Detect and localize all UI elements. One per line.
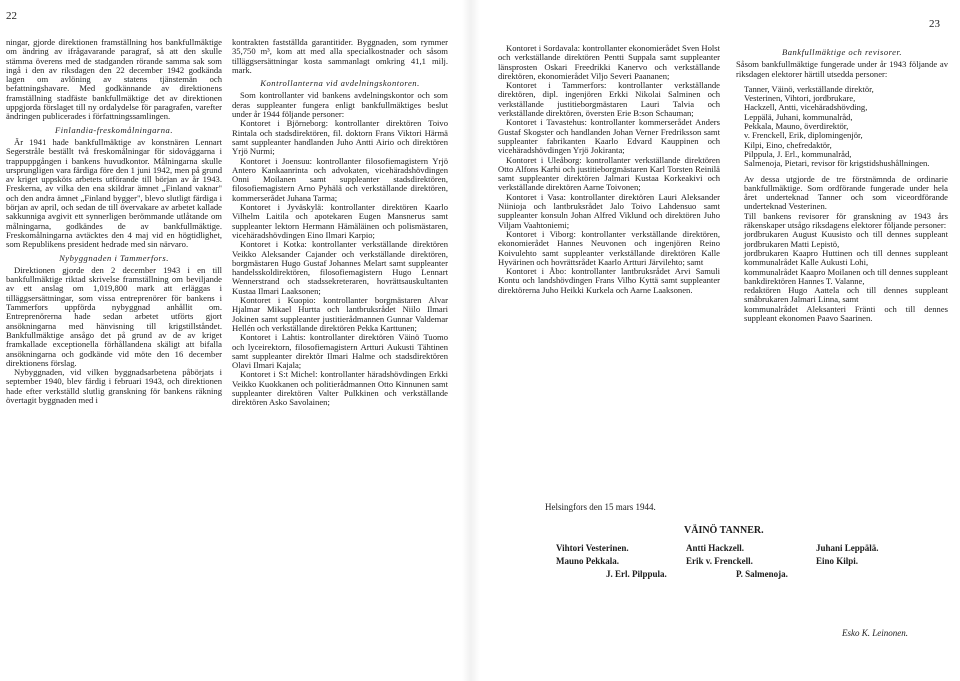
signature: Erik v. Frenckell.: [686, 556, 753, 566]
signature: Vihtori Vesterinen.: [556, 543, 629, 553]
paragraph: Kontoret i Kuopio: kontrollanter borgmästaren Alvar Hjalmar Mikael Hurtta och lantbruksrådet Niilo Ilmari Jokinen samt suppleanter justitierådmannen Gunnar Valdemar Hellén och verkställande direktören Pekka Karttunen;: [232, 295, 448, 333]
list-item: Pekkala, Mauno, överdirektör,: [744, 121, 849, 132]
paragraph: ningar, gjorde direktionen framställning hos bankfullmäktige om ändring av ifrågavarande paragraf, så att den skulle stämma överens med de stadganden rörande samma sak som ingå i den av riksdagen den 22 december 1942 godkända lagen om avlöning av statens tjänstemän och befattningshavare. Med godkännande av direktionens framställning stadfäste bankfullmäktige det av direktionen uppgjorda förslaget till ny ordalydelse för paragrafen, varefter ändringen publicerades i författningssamlingen.: [6, 38, 222, 122]
list-item: Hackzell, Antti, vicehäradshövding,: [744, 102, 868, 113]
list-item: kommunalrådet Kaapro Moilanen och till dennes suppleant bankdirektören Hannes T. Valanne,: [744, 266, 948, 286]
paragraph: Som kontrollanter vid bankens avdelningskontor och som deras suppleanter fungera enligt bankfullmäktiges beslut under år 1944 följande personer:: [232, 90, 448, 120]
list-item: redaktören Hugo Aattela och till dennes suppleant småbrukaren Jalmari Linna, samt: [744, 285, 948, 305]
list-item: jordbrukaren August Kuusisto och till dennes suppleant jordbrukaren Matti Lepistö,: [744, 229, 948, 249]
paragraph: Kontoret i Björneborg: kontrollanter direktören Toivo Rintala och stadsdirektören, fil. doktorn Frans Viktori Härmä samt suppleanter handlanden Juho Antti Airio och direktören Yrjö Nurmi;: [232, 118, 448, 157]
list-item: v. Frenckell, Erik, diplomingenjör,: [744, 130, 863, 141]
list-item: Leppälä, Juhani, kommunalråd,: [744, 111, 853, 122]
page-number-right: 23: [929, 18, 940, 30]
paragraph: Kontoret i Tavastehus: kontrollanter kommerserådet Anders Gustaf Skogster och handlanden Johan Verner Fredriksson samt suppleanter fabrikanten Kaarlo Edvard Kauppinen och vicehäradshövdingen Yrjö Jokiranta;: [498, 117, 720, 156]
paragraph: Kontoret i Vasa: kontrollanter direktören Lauri Aleksander Niinioja och lantbruksrådet Jalo Toivo Lahdensuo samt suppleanter konsuln Johan Alfred Viklund och direktören Juho Viljam Vaahtoniemi;: [498, 191, 720, 230]
section-heading: Bankfullmäktige och revisorer.: [781, 47, 903, 57]
paragraph: Direktionen gjorde den 2 december 1943 i en till bankfullmäktige riktad skrivelse framställning om beviljande av ett anslag om 1,019,800 mark att erläggas i tilläggsersättningar, som vissa entreprenörer för bankens i Tammerfors uppförda nybyggnad anhållit om. Entreprenörerna hade sedan arbetet utförts gjort ansökningarna med hänvisning till krigstillståndet. Bankfullmäktige ansågo det på grund av de av kriget framkallade exceptionella förhållandena skäligt att bifalla ansökningarna och godkände vid möte den 16 december direktionens förslag.: [6, 264, 222, 368]
paragraph: Till bankens revisorer för granskning av 1943 års räkenskaper utsågo riksdagens elektorer följande personer:: [744, 210, 948, 231]
section-heading: Nybyggnaden i Tammerfors.: [59, 252, 169, 263]
signing-date: Helsingfors den 15 mars 1944.: [545, 502, 656, 512]
list-item: Pilppula, J. Erl., kommunalråd,: [744, 148, 852, 159]
list-item: Vesterinen, Vihtori, jordbrukare,: [744, 93, 856, 104]
paragraph: Av dessa utgjorde de tre förstnämnda de ordinarie bankfullmäktige. Som ordförande fungerade under hela året underteknad Tanner och som viceordförande underteknad Vesterinen.: [744, 173, 948, 212]
paragraph: Kontoret i Sordavala: kontrollanter ekonomierådet Sven Holst och verkställande direktören Pentti Suppala samt suppleanter länsprosten Oskari Freedrikki Kanervo och verkställande direktören, ekonomierådet Viljo Severi Paananen;: [498, 44, 720, 81]
list-item: jordbrukaren Kaapro Huttinen och till dennes suppleant kommunalrådet Kalle Aukusti Lohi,: [744, 247, 948, 268]
paragraph: Nybyggnaden, vid vilken byggnadsarbetena påbörjats i september 1940, blev färdig i februari 1943, och direktionen hade efter verkställd slutlig granskning för bankens räkning övertagit byggnaden med i: [6, 367, 222, 405]
signature: Mauno Pekkala.: [556, 556, 620, 566]
paragraph: Kontoret i Tammerfors: kontrollanter verkställande direktören, dipl. ingenjören Erkki Nikolai Salminen och verkställande justitieborgmästaren Lauri Talvia och verkställande direktören, översten Erie B:son Schauman;: [498, 80, 720, 119]
right-page-column-2: [736, 44, 948, 484]
right-page-column-1: [498, 44, 720, 484]
signature: J. Erl. Pilppula.: [606, 569, 667, 579]
signature: Eino Kilpi.: [816, 556, 859, 566]
paragraph: Kontoret i Joensuu: kontrollanter filosofiemagistern Yrjö Antero Kankaanrinta och advokaten, vicehäradshövdingen Onni Moilanen samt suppleanter stadsdirektören, filosofiemagistern Arno Pyhälä och verkställande direktören, kommerserådet Juhana Tarma;: [232, 155, 448, 203]
paragraph: Kontoret i Lahtis: kontrollanter direktören Väinö Tuomo och lyceirektorn, filosofiemagistern Artturi Aukusti Tähtinen samt suppleanter direktör Ilmari Halme och stadsdirektören Olavi Ilmari Kajala;: [232, 332, 448, 371]
left-page-column-2: [232, 38, 448, 670]
signature-main: VÄINÖ TANNER.: [684, 525, 764, 536]
page-number-left: 22: [6, 10, 17, 22]
paragraph: Kontoret i Åbo: kontrollanter lantbruksrådet Arvi Samuli Kontu och landshövdingen Frans Vilho Kyttä samt suppleanter direktörerna Juho Heikki Kurkela och Aarne Laaksonen.: [498, 266, 720, 295]
signature: Antti Hackzell.: [686, 543, 744, 553]
paragraph: Är 1941 hade bankfullmäktige av konstnären Lennart Segerstråle beställt två freskomålningar för sidovággarna i trappuppgången i bankens huvudkontor. Målningarna skulle ursprungligen vara färdiga före den 1 juni 1942, men på grund av kriget uppsköts arbetets utförande till början av år 1943. Freskerna, av vilka den ena skildrar ämnet „Finland vaknar" och den andra ämnet „Finland bygger", blevo slutligt färdiga i början av april, och sedan de till övervakare av arbetet kallade sakkunniga avgivit ett synnerligen berömmande utlåtande om målningarna, godkändes de av bankfullmäktige. Freskomålningarna avtäcktes den 4 maj vid en högtidlighet, som Republikens president hedrade med sin närvaro.: [6, 136, 222, 250]
paragraph: Såsom bankfullmäktige fungerade under år 1943 följande av riksdagen elektorer härtill utsedda personer:: [736, 59, 948, 79]
paragraph: Kontoret i Uleåborg: kontrollanter verkställande direktören Otto Alfons Karhi och justitieborgmästaren Karl Torsten Reinilä samt suppleanter direktören Jalmari Kustaa Korkeakivi och verkställande direktören Aarne Toivonen;: [498, 154, 720, 193]
paragraph: Kontoret i Viborg: kontrollanter verkställande direktören, ekonomierådet Hannes Neuvonen och ingenjören Reino Koivulehto samt suppleanter verkställande direktören Kalle Hyvärinen och hovrättsrådet Kaarlo Artturi Järvilehto; samt: [498, 228, 720, 267]
book-gutter: [462, 0, 480, 681]
left-page-column-1: [6, 38, 222, 658]
section-heading: Finlandia-freskomålningarna.: [55, 124, 173, 135]
list-item: Salmenoja, Pietari, revisor för krigstidshushållningen.: [744, 158, 930, 169]
list-item: kommunalrådet Aleksanteri Fränti och till dennes suppleant ekonomen Paavo Saarinen.: [744, 303, 948, 324]
paragraph: Kontoret i Kotka: kontrollanter verkställande direktören Veikko Aleksander Cajander och verkställande direktören, borgmästaren Hugo Gustaf Johannes Melart samt suppleanter handelsskoldirektören, filosofiemagistern Hugo Lennart Wennerstrand och stadssekreteraren, hovrättsauskultanten Kustaa Ilmari Laaksonen;: [232, 239, 448, 296]
paragraph: Kontoret i S:t Michel: kontrollanter häradshövdingen Erkki Veikko Kuokkanen och politierådmannen Otto Kinnunen samt suppleanter direktören Valter Pulkkinen och verkställande direktören Asko Savolainen;: [232, 369, 448, 408]
list-item: Tanner, Väinö, verkställande direktör,: [744, 83, 874, 94]
signature: Juhani Leppälä.: [816, 543, 879, 553]
list-item: Kilpi, Eino, chefredaktör,: [744, 139, 832, 150]
signature: P. Salmenoja.: [736, 569, 788, 579]
paragraph: Kontoret i Jyväskylä: kontrollanter direktören Kaarlo Vilhelm Laitila och apotekaren Eugen Mansnerus samt suppleanter lektorn Hermann Hämäläinen och polismästaren, vicehäradshövdingen Eino Ilmari Karpio;: [232, 202, 448, 240]
signature-secretary: Esko K. Leinonen.: [842, 628, 908, 638]
paragraph: kontrakten fastställda garantitider. Byggnaden, som rymmer 35,750 m³, kom att med alla specialkostnader och såsom tilläggsersättningar kosta sammanlagt omkring 41,1 milj. mark.: [232, 38, 448, 75]
section-heading: Kontrollanterna vid avdelningskontoren.: [260, 78, 420, 89]
